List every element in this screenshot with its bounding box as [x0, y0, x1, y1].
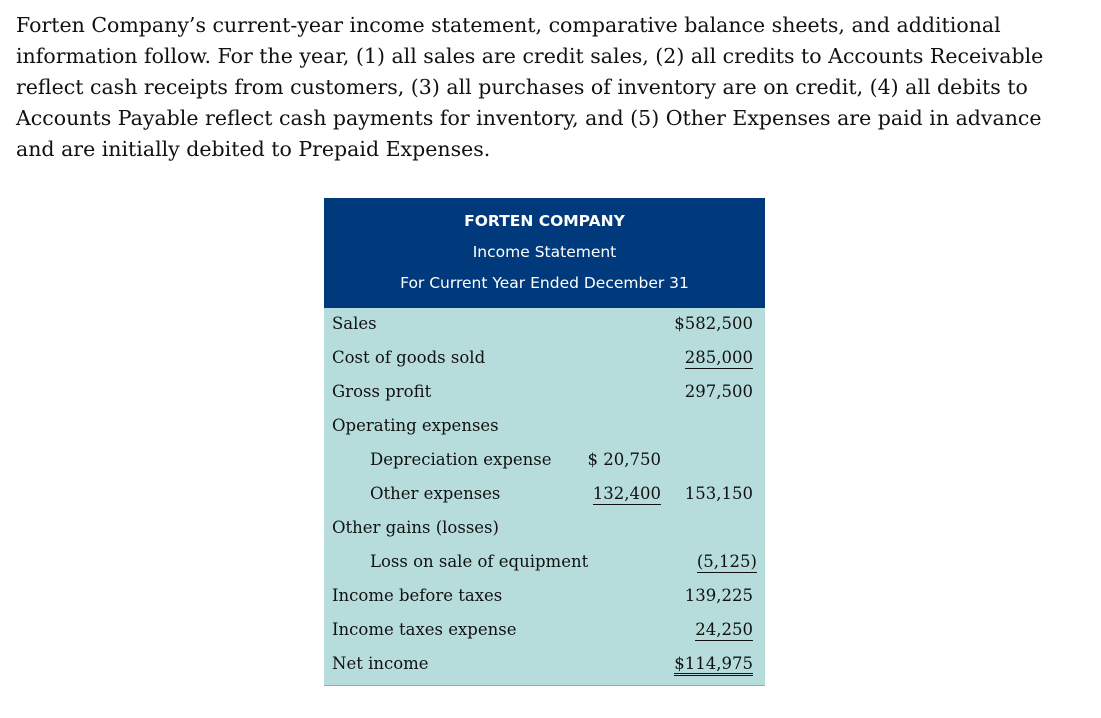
row-cogs — [324, 348, 765, 382]
row-label: Loss on sale of equipment — [370, 552, 589, 571]
statement-period: For Current Year Ended December 31 — [400, 274, 689, 292]
row-other-expenses — [324, 484, 765, 518]
row-loss-on-sale — [324, 552, 765, 586]
row-operating-expenses — [324, 416, 765, 450]
row-label: Other gains (losses) — [332, 518, 499, 537]
row-net-income — [324, 654, 765, 688]
statement-title: Income Statement — [472, 243, 617, 261]
row-label: Income before taxes — [332, 586, 503, 605]
row-depreciation — [324, 450, 765, 484]
row-amount: 139,225 — [684, 586, 753, 605]
row-gross-profit — [324, 382, 765, 416]
row-income-before-taxes — [324, 586, 765, 620]
row-amount: 285,000 — [684, 348, 753, 367]
company-name: FORTEN COMPANY — [464, 212, 625, 230]
row-subamount: 132,400 — [592, 484, 661, 503]
row-label: Other expenses — [370, 484, 501, 503]
row-amount: 153,150 — [684, 484, 753, 503]
statement-header — [324, 198, 765, 308]
row-amount: (5,125) — [696, 552, 757, 571]
row-amount: 297,500 — [684, 382, 753, 401]
row-label: Gross profit — [332, 382, 432, 401]
row-income-taxes — [324, 620, 765, 654]
row-label: Net income — [332, 654, 429, 673]
row-label: Income taxes expense — [332, 620, 517, 639]
row-label: Operating expenses — [332, 416, 499, 435]
row-label: Depreciation expense — [370, 450, 552, 469]
row-other-gains — [324, 518, 765, 552]
row-amount: $114,975 — [674, 654, 753, 676]
income-statement — [324, 198, 765, 686]
row-sales — [324, 314, 765, 348]
row-amount: 24,250 — [695, 620, 753, 639]
row-label: Sales — [332, 314, 377, 333]
row-label: Cost of goods sold — [332, 348, 486, 367]
row-amount: $582,500 — [674, 314, 753, 333]
problem-text: Forten Company’s current-year income statement, comparative balance sheets, and additional information follow. For the year, (1) all sales are credit sales, (2) all credits to Accounts Receivable reflect cash receipts from customers, (3) all purchases of inventory are on credit, (4) all debits to Accounts Payable reflect cash payments for inventory, and (5) Other Expenses are paid in advance and are initially debited to Prepaid Expenses. — [16, 13, 1044, 161]
row-subamount: $ 20,750 — [587, 450, 661, 469]
